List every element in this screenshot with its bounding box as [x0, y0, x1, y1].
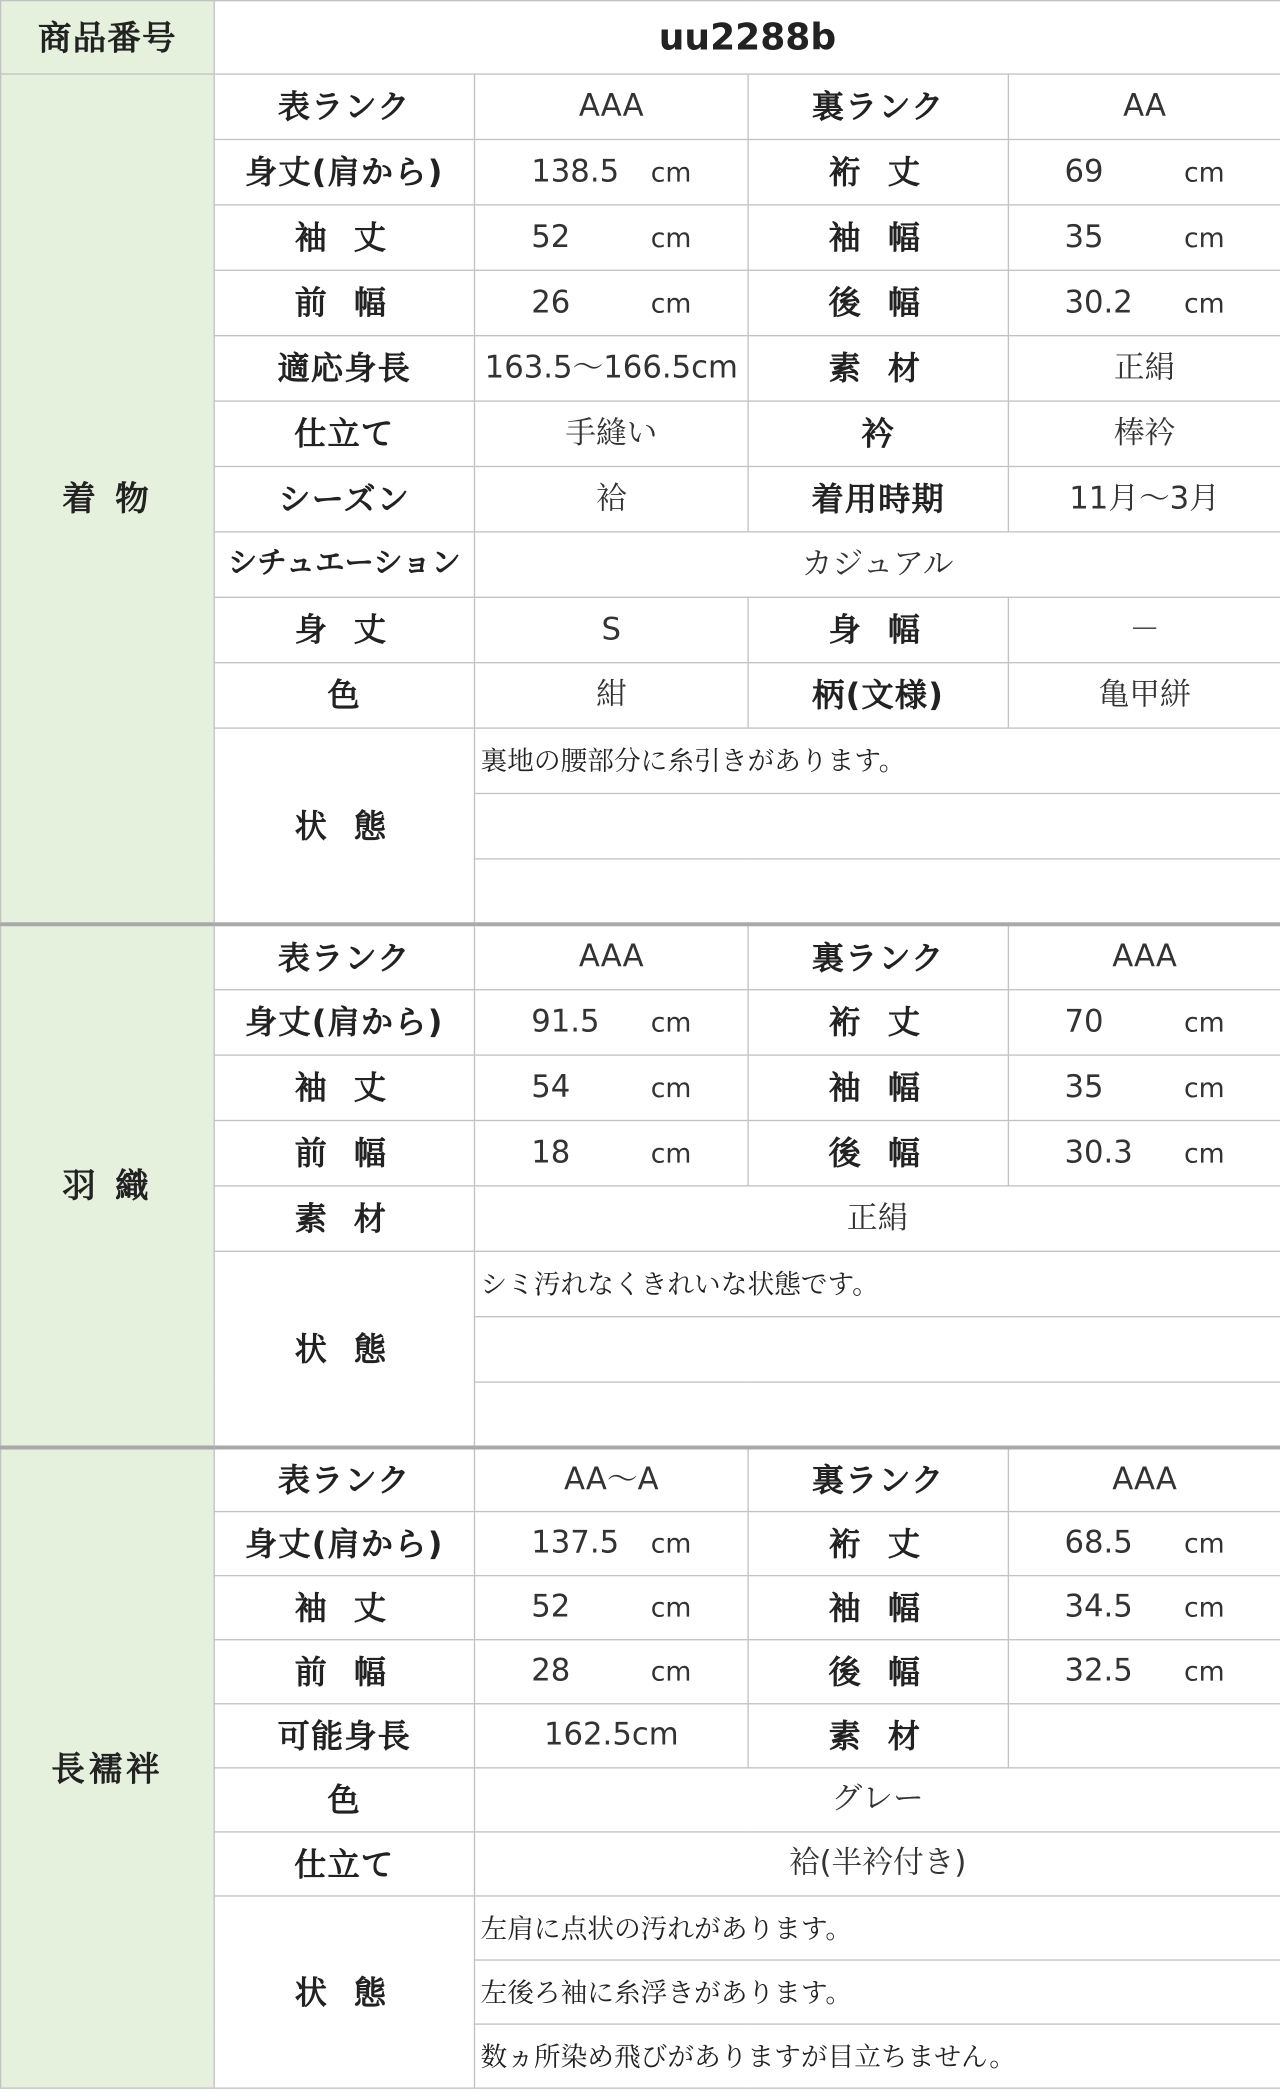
haori-omote-rank-label: 表ランク	[214, 924, 474, 989]
product-code-label: 商品番号	[1, 1, 215, 74]
kimono-pattern-label: 柄(文様)	[748, 663, 1008, 728]
kimono-sodetake: 52 cm	[474, 205, 748, 270]
haori-condition-line-2	[474, 1317, 1280, 1382]
kimono-situation: カジュアル	[474, 532, 1280, 597]
kimono-condition-line-2	[474, 793, 1280, 858]
haori-rank-row	[1, 924, 1280, 989]
juban-maehaba: 28 cm	[474, 1640, 748, 1704]
kimono-sodehaba: 35 cm	[1008, 205, 1280, 270]
juban-condition-line-3: 数ヵ所染め飛びがありますが目立ちません。	[474, 2024, 1280, 2088]
kimono-mitake: 138.5 cm	[474, 139, 748, 204]
haori-condition-line-3	[474, 1382, 1280, 1447]
kimono-season-label: シーズン	[214, 466, 474, 531]
kimono-ushirohaba-label: 後 幅	[748, 270, 1008, 335]
juban-ura-rank-label: 裏ランク	[748, 1448, 1008, 1512]
juban-ura-rank: AAA	[1008, 1448, 1280, 1512]
kimono-yuki-label: 裄 丈	[748, 139, 1008, 204]
kimono-eri: 棒衿	[1008, 401, 1280, 466]
haori-mitake: 91.5 cm	[474, 990, 748, 1055]
juban-condition-label: 状 態	[214, 1896, 474, 2088]
juban-color: グレー	[474, 1768, 1280, 1832]
section-title-haori: 羽 織	[1, 924, 215, 1447]
kimono-eri-label: 衿	[748, 401, 1008, 466]
juban-ushirohaba: 32.5 cm	[1008, 1640, 1280, 1704]
haori-condition-label: 状 態	[214, 1251, 474, 1447]
haori-condition-line-1: シミ汚れなくきれいな状態です。	[474, 1251, 1280, 1316]
haori-sodehaba: 35 cm	[1008, 1055, 1280, 1120]
haori-sodehaba-label: 袖 幅	[748, 1055, 1008, 1120]
kimono-ura-rank-label: 裏ランク	[748, 74, 1008, 139]
kimono-mihaba-label: 身 幅	[748, 597, 1008, 662]
kimono-mitake-label: 身丈(肩から)	[214, 139, 474, 204]
juban-mitake-label: 身丈(肩から)	[214, 1512, 474, 1576]
juban-yuki: 68.5 cm	[1008, 1512, 1280, 1576]
juban-height: 162.5cm	[474, 1704, 748, 1768]
kimono-ushirohaba: 30.2 cm	[1008, 270, 1280, 335]
juban-sodetake: 52 cm	[474, 1576, 748, 1640]
juban-color-label: 色	[214, 1768, 474, 1832]
haori-material: 正絹	[474, 1186, 1280, 1251]
haori-maehaba: 18 cm	[474, 1120, 748, 1185]
haori-ura-rank-label: 裏ランク	[748, 924, 1008, 989]
kimono-color: 紺	[474, 663, 748, 728]
kimono-omote-rank-label: 表ランク	[214, 74, 474, 139]
juban-mitake: 137.5 cm	[474, 1512, 748, 1576]
haori-ura-rank: AAA	[1008, 924, 1280, 989]
section-title-kimono: 着 物	[1, 74, 215, 924]
haori-ushirohaba-label: 後 幅	[748, 1120, 1008, 1185]
haori-mitake-label: 身丈(肩から)	[214, 990, 474, 1055]
section-title-juban: 長襦袢	[1, 1448, 215, 2089]
kimono-condition-line-1: 裏地の腰部分に糸引きがあります。	[474, 728, 1280, 793]
kimono-mitake-size: S	[474, 597, 748, 662]
juban-yuki-label: 裄 丈	[748, 1512, 1008, 1576]
juban-sodetake-label: 袖 丈	[214, 1576, 474, 1640]
kimono-material-label: 素 材	[748, 336, 1008, 401]
haori-sodetake-label: 袖 丈	[214, 1055, 474, 1120]
haori-ushirohaba: 30.3 cm	[1008, 1120, 1280, 1185]
juban-height-label: 可能身長	[214, 1704, 474, 1768]
kimono-height: 163.5～166.5cm	[474, 336, 748, 401]
juban-omote-rank-label: 表ランク	[214, 1448, 474, 1512]
kimono-sodetake-label: 袖 丈	[214, 205, 474, 270]
juban-material	[1008, 1704, 1280, 1768]
juban-shitate-label: 仕立て	[214, 1832, 474, 1896]
haori-yuki: 70 cm	[1008, 990, 1280, 1055]
kimono-season: 袷	[474, 466, 748, 531]
haori-omote-rank: AAA	[474, 924, 748, 989]
kimono-period: 11月～3月	[1008, 466, 1280, 531]
kimono-height-label: 適応身長	[214, 336, 474, 401]
juban-maehaba-label: 前 幅	[214, 1640, 474, 1704]
juban-shitate: 袷(半衿付き)	[474, 1832, 1280, 1896]
kimono-rank-row	[1, 74, 1280, 139]
kimono-condition-label: 状 態	[214, 728, 474, 924]
kimono-omote-rank: AAA	[474, 74, 748, 139]
product-code-row	[1, 1, 1280, 74]
kimono-shitate: 手縫い	[474, 401, 748, 466]
kimono-pattern: 亀甲絣	[1008, 663, 1280, 728]
kimono-maehaba-label: 前 幅	[214, 270, 474, 335]
kimono-ura-rank: AA	[1008, 74, 1280, 139]
juban-rank-row	[1, 1448, 1280, 1512]
juban-sodehaba-label: 袖 幅	[748, 1576, 1008, 1640]
kimono-mitake-size-label: 身 丈	[214, 597, 474, 662]
kimono-condition-line-3	[474, 859, 1280, 924]
juban-material-label: 素 材	[748, 1704, 1008, 1768]
kimono-shitate-label: 仕立て	[214, 401, 474, 466]
juban-omote-rank: AA～A	[474, 1448, 748, 1512]
juban-ushirohaba-label: 後 幅	[748, 1640, 1008, 1704]
haori-sodetake: 54 cm	[474, 1055, 748, 1120]
haori-yuki-label: 裄 丈	[748, 990, 1008, 1055]
haori-material-label: 素 材	[214, 1186, 474, 1251]
juban-condition-line-1: 左肩に点状の汚れがあります。	[474, 1896, 1280, 1960]
kimono-mihaba: －	[1008, 597, 1280, 662]
product-code-value: uu2288b	[214, 1, 1280, 74]
juban-condition-line-2: 左後ろ袖に糸浮きがあります。	[474, 1960, 1280, 2024]
kimono-period-label: 着用時期	[748, 466, 1008, 531]
kimono-maehaba: 26 cm	[474, 270, 748, 335]
kimono-sodehaba-label: 袖 幅	[748, 205, 1008, 270]
kimono-situation-label: シチュエーション	[214, 532, 474, 597]
kimono-color-label: 色	[214, 663, 474, 728]
juban-sodehaba: 34.5 cm	[1008, 1576, 1280, 1640]
haori-maehaba-label: 前 幅	[214, 1120, 474, 1185]
kimono-material: 正絹	[1008, 336, 1280, 401]
kimono-yuki: 69 cm	[1008, 139, 1280, 204]
